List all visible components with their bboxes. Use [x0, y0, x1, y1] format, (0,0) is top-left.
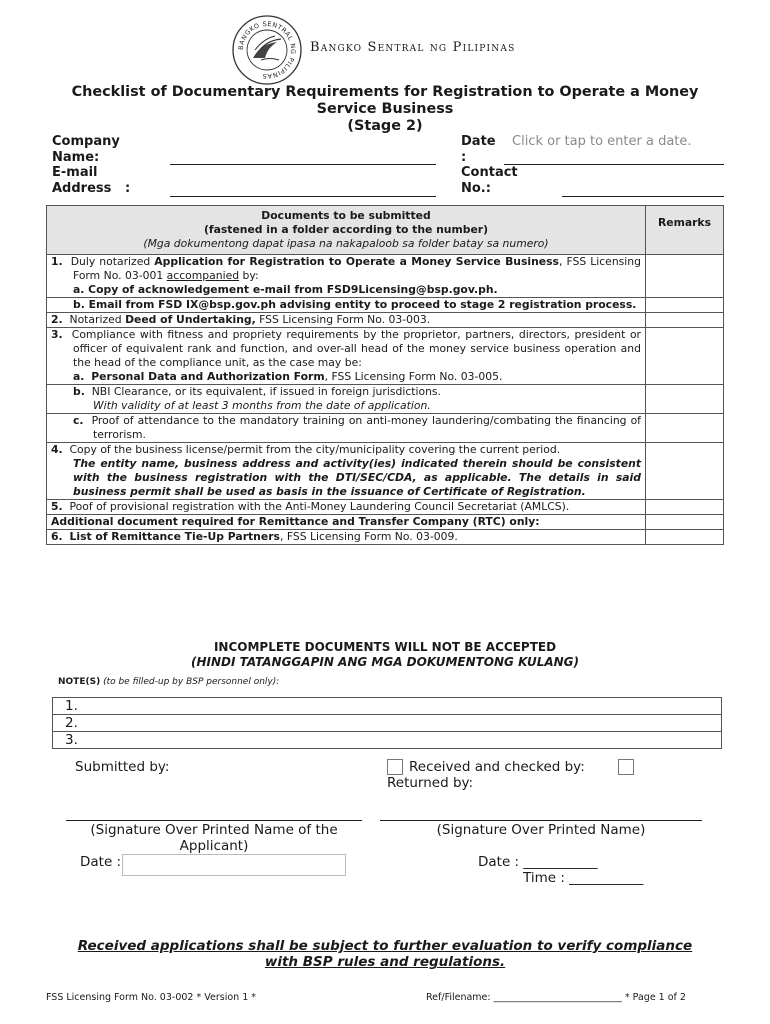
receiver-signature-line[interactable]	[380, 820, 702, 821]
receiver-date: Date : ___________	[478, 854, 598, 870]
submitted-by-label: Submitted by:	[75, 759, 170, 775]
applicant-signature-caption: (Signature Over Printed Name of the Applicant)	[90, 822, 338, 854]
received-checked-label: Received and checked by:	[409, 759, 585, 775]
remarks-cell[interactable]	[646, 500, 724, 515]
notes-label: NOTE(S) (to be filled-up by BSP personnel only):	[58, 677, 280, 687]
remarks-cell[interactable]	[646, 313, 724, 328]
applicant-date-label: Date :	[80, 854, 122, 870]
remarks-cell[interactable]	[646, 328, 724, 385]
remarks-cell[interactable]	[646, 515, 724, 530]
contact-number-field[interactable]	[562, 196, 724, 197]
ref-page-info: Ref/Filename: ___________________________ * Page 1 of 2	[426, 992, 686, 1003]
company-name-label: Company Name:	[52, 134, 120, 165]
company-name-field[interactable]	[170, 164, 436, 165]
table-row: 5. Poof of provisional registration with the Anti-Money Laundering Council Secretariat (AMLCS).	[47, 500, 724, 515]
bsp-seal-logo	[231, 14, 303, 86]
incomplete-warning: INCOMPLETE DOCUMENTS WILL NOT BE ACCEPTED	[213, 640, 557, 654]
note-line[interactable]: 2.	[53, 715, 722, 732]
applicant-signature-line[interactable]	[66, 820, 362, 821]
bank-name: Bangko Sentral ng Pilipinas	[310, 40, 516, 55]
table-row: b. NBI Clearance, or its equivalent, if issued in foreign jurisdictions. With validity of at least 3 months from the date of application.	[47, 385, 724, 414]
remarks-cell[interactable]	[646, 255, 724, 298]
date-picker-field[interactable]: Click or tap to enter a date.	[512, 134, 692, 149]
date-underline	[504, 164, 724, 165]
title-line-3: (Stage 2)	[347, 118, 423, 134]
table-row: b. Email from FSD IX@bsp.gov.ph advising entity to proceed to stage 2 registration process.	[47, 298, 724, 313]
remarks-cell[interactable]	[646, 530, 724, 545]
table-row: c. Proof of attendance to the mandatory training on anti-money laundering/combating the financing of terrorism.	[47, 414, 724, 443]
table-row: 6. List of Remittance Tie-Up Partners, FSS Licensing Form No. 03-009.	[47, 530, 724, 545]
receiver-signature-caption: (Signature Over Printed Name)	[436, 822, 646, 838]
table-row: 4. Copy of the business license/permit from the city/municipality covering the current period. The entity name, business address and activity(ies) indicated therein should be consistent with the business registration with the DTI/SEC/CDA, as applicable. The details in said business permit shall be used as basis in the issuance of Certificate of Registration.	[47, 443, 724, 500]
date-label: Date :	[461, 134, 496, 165]
email-address-label: E-mail Address :	[52, 165, 131, 196]
receiver-time: Time : ___________	[523, 870, 644, 886]
remarks-cell[interactable]	[646, 414, 724, 443]
incomplete-warning-tagalog: (HINDI TATANGGAPIN ANG MGA DOKUMENTONG KULANG)	[190, 655, 580, 669]
requirements-table	[46, 205, 724, 545]
table-row: 1. Duly notarized Application for Registration to Operate a Money Service Business, FSS Licensing Form No. 03-001 accompanied by: a. Copy of acknowledgement e-mail from FSD9Licensing@bsp.gov.ph.	[47, 255, 724, 298]
note-line[interactable]: 3.	[53, 732, 722, 749]
documents-header: Documents to be submitted (fastened in a folder according to the number) (Mga dokumentong dapat ipasa na nakapaloob sa folder batay sa numero)	[47, 206, 646, 255]
table-row: 3. Compliance with fitness and propriety requirements by the proprietor, partners, directors, president or officer of equivalent rank and function, and over-all head of the money service business operation and the head of the compliance unit, as the case may be: a. Personal Data and Authorization Form, FSS Licensing Form No. 03-005.	[47, 328, 724, 385]
remarks-cell[interactable]	[646, 298, 724, 313]
applicant-date-field[interactable]	[122, 854, 346, 876]
form-version: FSS Licensing Form No. 03-002 * Version 1 *	[46, 992, 257, 1003]
seal-text: BANGKO SENTRAL NG PILIPINAS	[237, 20, 297, 80]
title-line-2: Service Business	[316, 101, 454, 117]
remarks-header: Remarks	[646, 206, 724, 255]
table-row: Additional document required for Remittance and Transfer Company (RTC) only:	[47, 515, 724, 530]
returned-checkbox[interactable]	[618, 759, 634, 775]
remarks-cell[interactable]	[646, 385, 724, 414]
title-line-1: Checklist of Documentary Requirements for Registration to Operate a Money	[71, 84, 699, 100]
note-line[interactable]: 1.	[53, 698, 722, 715]
notes-table	[52, 697, 722, 749]
evaluation-statement: Received applications shall be subject to further evaluation to verify compliance	[77, 938, 693, 954]
returned-by-label: Returned by:	[387, 775, 474, 791]
remarks-cell[interactable]	[646, 443, 724, 500]
received-checkbox[interactable]	[387, 759, 403, 775]
evaluation-statement-2: with BSP rules and regulations.	[264, 954, 506, 970]
contact-number-label: Contact No.:	[461, 165, 518, 196]
email-address-field[interactable]	[170, 196, 436, 197]
table-row: 2. Notarized Deed of Undertaking, FSS Licensing Form No. 03-003.	[47, 313, 724, 328]
